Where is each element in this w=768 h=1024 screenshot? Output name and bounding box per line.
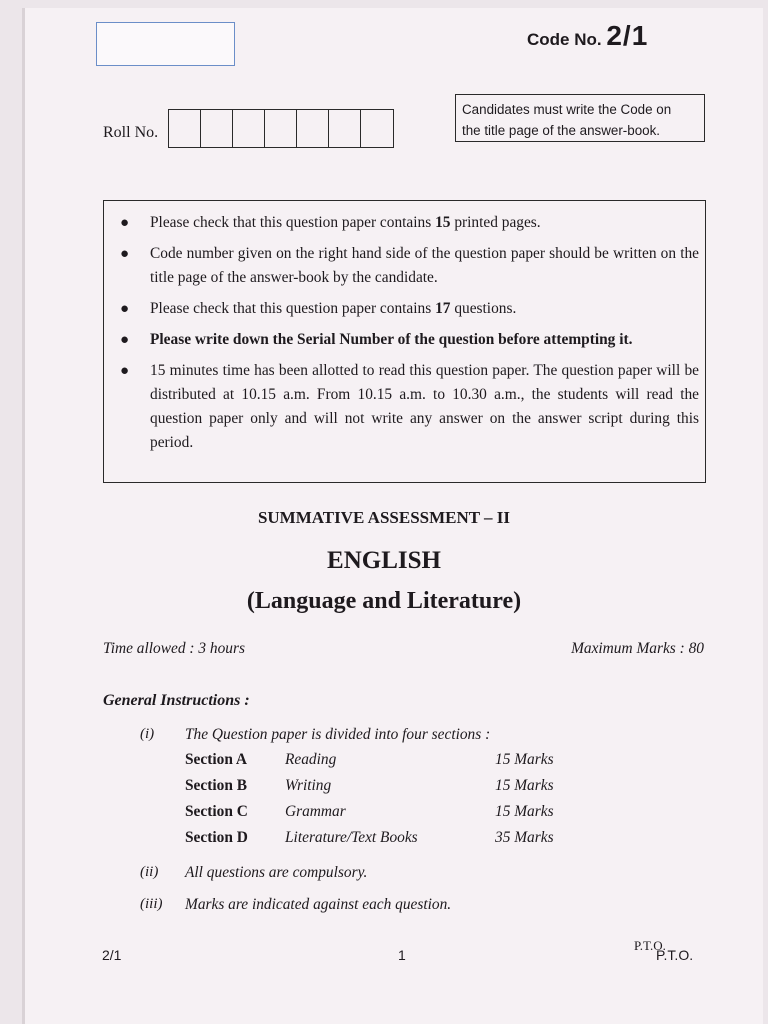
code-number [527,20,648,52]
roll-number-label: Roll No. [103,124,159,141]
instruction-item: ● 15 minutes time has been allotted to read this question paper. The question paper will be distributed at 10.15 a.m. From 10.15 a.m. to 10.30 a.m., the students will read the question paper only and will not write any answer on the answer script during this period. [118,359,699,455]
instruction-item: ● Please write down the Serial Number of the question before attempting it. [118,328,699,352]
instruction-text: All questions are compulsory. [185,864,368,881]
roll-number-cell[interactable] [361,110,393,147]
section-marks: 15 Marks [495,777,554,794]
section-name: Literature/Text Books [285,829,418,846]
section-name: Reading [285,751,337,768]
candidate-note-line: Candidates must write the Code on [462,102,672,117]
footer-code: 2/1 [102,947,122,963]
code-label: Code No. [527,30,602,49]
candidate-note-box [455,94,705,142]
section-marks: 15 Marks [495,751,554,768]
pto-stamp: P.T.O. [634,938,666,953]
instruction-text: Marks are indicated against each question. [185,896,452,913]
roll-number-cell[interactable] [329,110,361,147]
instruction-item: ● Please check that this question paper contains 15 printed pages. [118,211,699,235]
bullet-icon: ● [120,332,130,348]
section-marks: 35 Marks [495,829,554,846]
section-name: Grammar [285,803,346,820]
roll-number-cell[interactable] [265,110,297,147]
time-allowed: Time allowed : 3 hours [103,640,245,657]
page-number: 1 [398,947,406,963]
instructions-box [103,200,706,483]
candidate-note-line: the title page of the answer-book. [462,123,661,138]
section-label: Section D [185,829,248,846]
bullet-icon: ● [120,301,130,317]
section-label: Section B [185,777,247,794]
blank-stamp-box [96,22,235,66]
roll-number-cell[interactable] [201,110,233,147]
section-label: Section C [185,803,248,820]
maximum-marks: Maximum Marks : 80 [571,640,704,657]
pto-label: P.T.O. [656,947,694,963]
section-label: Section A [185,751,247,768]
general-instructions-heading: General Instructions : [103,692,250,709]
roll-number-cell[interactable] [233,110,265,147]
roll-number-grid [168,109,394,148]
instruction-number: (i) [140,726,155,742]
instruction-item: ● Code number given on the right hand side of the question paper should be written on the title page of the answer-book by the candidate. [118,242,699,290]
instruction-text: The Question paper is divided into four sections : [185,726,491,743]
subject-subtitle: (Language and Literature) [246,588,522,614]
instructions-list [118,211,699,455]
instruction-number: (ii) [140,864,159,880]
assessment-title: SUMMATIVE ASSESSMENT – II [257,508,511,527]
code-value: 2/1 [606,20,649,51]
bullet-icon: ● [120,246,130,262]
section-name: Writing [285,777,332,794]
roll-number-cell[interactable] [297,110,329,147]
bullet-icon: ● [120,363,130,379]
instruction-number: (iii) [140,896,163,912]
instruction-item: ● Please check that this question paper contains 17 questions. [118,297,699,321]
bullet-icon: ● [120,215,130,231]
subject-title: ENGLISH [327,547,441,574]
roll-number-cell[interactable] [169,110,201,147]
section-marks: 15 Marks [495,803,554,820]
